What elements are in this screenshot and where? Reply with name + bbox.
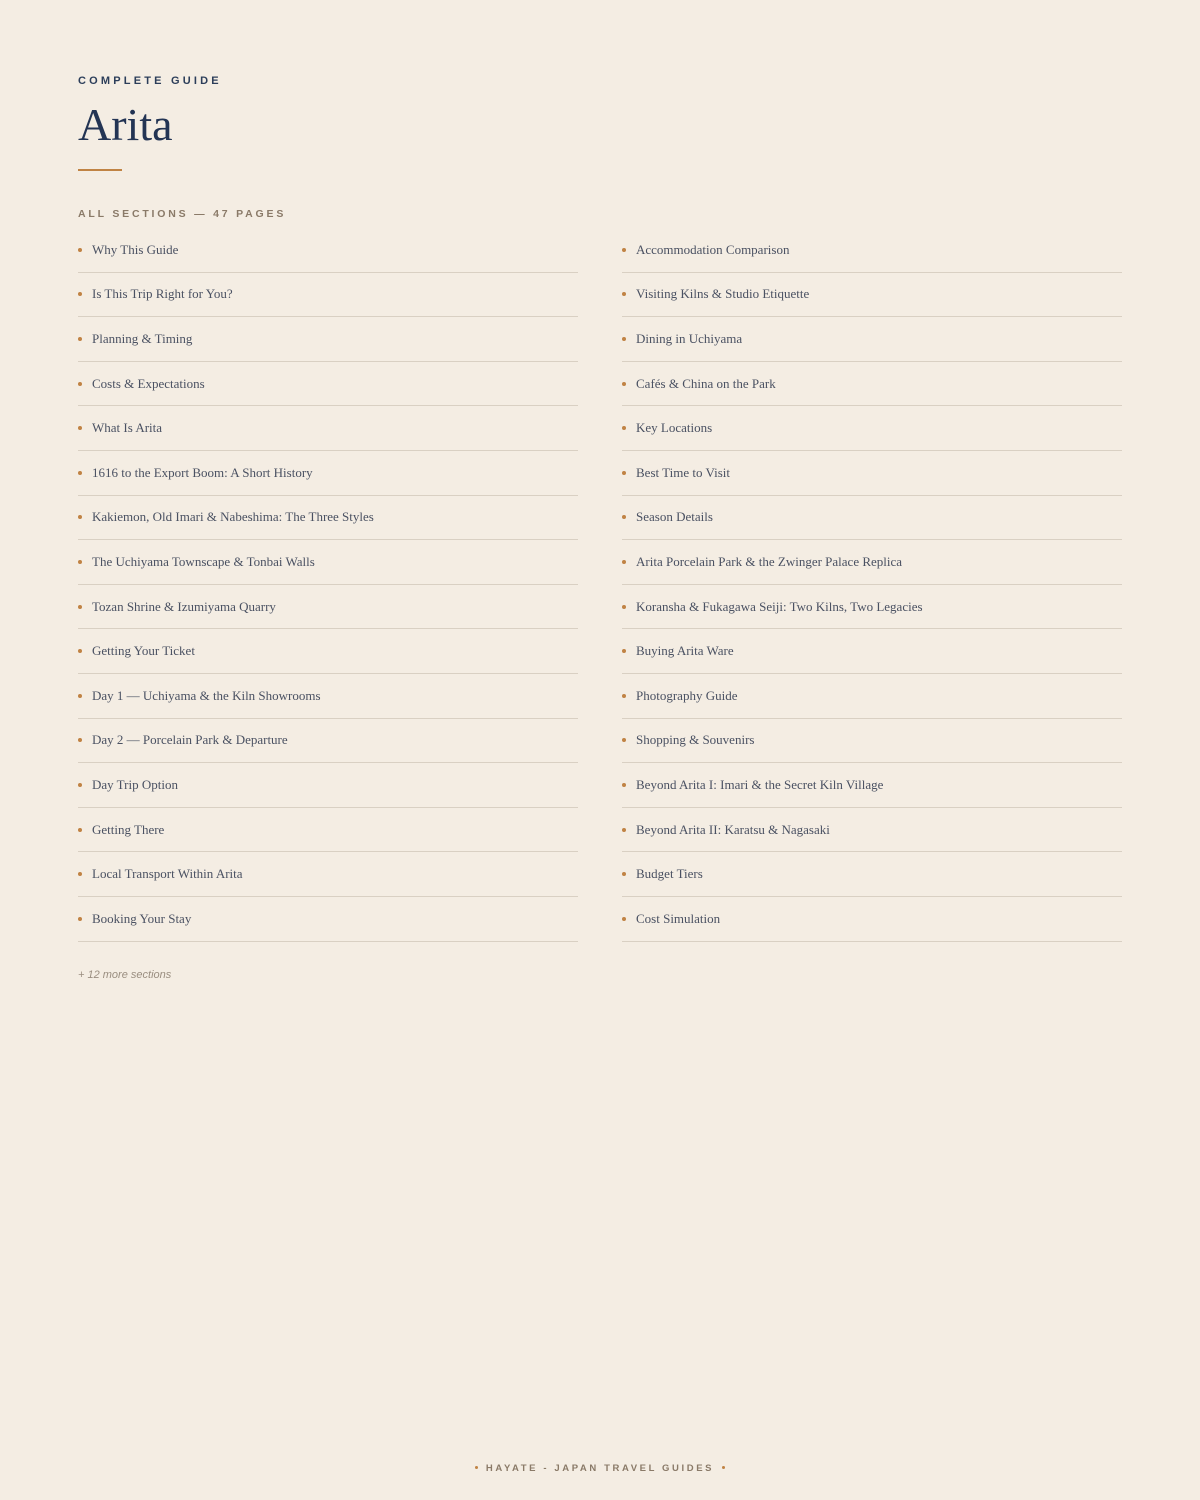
section-item-label: Budget Tiers — [636, 866, 703, 882]
section-item[interactable] — [78, 228, 578, 273]
section-item-label: Buying Arita Ware — [636, 643, 734, 659]
sections-list-left — [78, 228, 578, 942]
section-item[interactable] — [622, 852, 1122, 897]
bullet-dot-icon — [78, 738, 82, 742]
bullet-dot-icon — [622, 872, 626, 876]
bullet-dot-icon — [78, 337, 82, 341]
bullet-dot-icon — [78, 783, 82, 787]
section-item-label: Season Details — [636, 509, 713, 525]
section-item-label: 1616 to the Export Boom: A Short History — [92, 464, 313, 480]
section-item-label: Key Locations — [636, 420, 713, 436]
section-item[interactable] — [622, 763, 1122, 808]
bullet-dot-icon — [78, 471, 82, 475]
section-item-label: Accommodation Comparison — [636, 241, 790, 257]
section-item[interactable] — [78, 763, 578, 808]
section-item[interactable] — [78, 362, 578, 407]
section-item-label: Getting Your Ticket — [92, 643, 195, 659]
section-item[interactable] — [622, 540, 1122, 585]
section-item[interactable] — [622, 451, 1122, 496]
footer-dot-right — [722, 1466, 725, 1469]
footer — [0, 1463, 1200, 1474]
section-item[interactable] — [78, 629, 578, 674]
section-item[interactable] — [622, 273, 1122, 318]
bullet-dot-icon — [622, 828, 626, 832]
bullet-dot-icon — [78, 560, 82, 564]
section-item[interactable] — [78, 273, 578, 318]
bullet-dot-icon — [622, 783, 626, 787]
section-item-label: Beyond Arita I: Imari & the Secret Kiln Village — [636, 776, 884, 792]
section-item-label: Koransha & Fukagawa Seiji: Two Kilns, Two Legacies — [636, 598, 923, 614]
bullet-dot-icon — [78, 292, 82, 296]
more-sections-note: + 12 more sections — [78, 969, 172, 981]
section-item[interactable] — [78, 451, 578, 496]
section-item[interactable] — [622, 585, 1122, 630]
section-item[interactable] — [78, 808, 578, 853]
section-item-label: Kakiemon, Old Imari & Nabeshima: The Three Styles — [92, 509, 374, 525]
section-item[interactable] — [622, 228, 1122, 273]
bullet-dot-icon — [78, 872, 82, 876]
bullet-dot-icon — [78, 515, 82, 519]
bullet-dot-icon — [622, 426, 626, 430]
bullet-dot-icon — [622, 605, 626, 609]
section-item-label: Costs & Expectations — [92, 375, 205, 391]
bullet-dot-icon — [622, 649, 626, 653]
section-item[interactable] — [622, 719, 1122, 764]
bullet-dot-icon — [78, 248, 82, 252]
section-item-label: Is This Trip Right for You? — [92, 286, 233, 302]
bullet-dot-icon — [622, 471, 626, 475]
section-item-label: Cost Simulation — [636, 910, 721, 926]
bullet-dot-icon — [622, 382, 626, 386]
section-item-label: Day 2 — Porcelain Park & Departure — [92, 732, 288, 748]
section-item-label: Why This Guide — [92, 241, 179, 257]
section-item[interactable] — [78, 496, 578, 541]
section-item-label: What Is Arita — [92, 420, 163, 436]
bullet-dot-icon — [78, 426, 82, 430]
section-item[interactable] — [622, 629, 1122, 674]
section-item-label: Day Trip Option — [92, 776, 178, 792]
section-item-label: The Uchiyama Townscape & Tonbai Walls — [92, 553, 315, 569]
section-item[interactable] — [78, 897, 578, 942]
bullet-dot-icon — [78, 382, 82, 386]
section-item[interactable] — [622, 496, 1122, 541]
bullet-dot-icon — [622, 337, 626, 341]
section-item[interactable] — [78, 317, 578, 362]
bullet-dot-icon — [622, 694, 626, 698]
section-item-label: Tozan Shrine & Izumiyama Quarry — [92, 598, 276, 614]
bullet-dot-icon — [622, 560, 626, 564]
section-item[interactable] — [78, 540, 578, 585]
bullet-dot-icon — [622, 738, 626, 742]
section-item[interactable] — [78, 852, 578, 897]
section-item-label: Getting There — [92, 821, 165, 837]
section-item-label: Cafés & China on the Park — [636, 375, 776, 391]
bullet-dot-icon — [78, 917, 82, 921]
section-item-label: Local Transport Within Arita — [92, 866, 243, 882]
section-item[interactable] — [622, 406, 1122, 451]
section-item-label: Arita Porcelain Park & the Zwinger Palace Replica — [636, 553, 903, 569]
section-item-label: Shopping & Souvenirs — [636, 732, 755, 748]
section-item[interactable] — [622, 362, 1122, 407]
bullet-dot-icon — [78, 694, 82, 698]
sections-list-right — [622, 228, 1122, 942]
title-accent-rule — [78, 169, 122, 171]
section-item[interactable] — [622, 897, 1122, 942]
bullet-dot-icon — [622, 917, 626, 921]
section-item-label: Dining in Uchiyama — [636, 330, 743, 346]
guide-eyebrow: COMPLETE GUIDE — [78, 75, 222, 87]
section-item-label: Best Time to Visit — [636, 464, 730, 480]
section-item-label: Beyond Arita II: Karatsu & Nagasaki — [636, 821, 830, 837]
bullet-dot-icon — [78, 828, 82, 832]
section-item-label: Day 1 — Uchiyama & the Kiln Showrooms — [92, 687, 321, 703]
section-item-label: Planning & Timing — [92, 330, 193, 346]
bullet-dot-icon — [622, 292, 626, 296]
section-item-label: Visiting Kilns & Studio Etiquette — [636, 286, 810, 302]
section-item[interactable] — [78, 406, 578, 451]
section-item[interactable] — [622, 674, 1122, 719]
bullet-dot-icon — [622, 248, 626, 252]
section-item[interactable] — [78, 719, 578, 764]
section-item[interactable] — [622, 317, 1122, 362]
page-title: Arita — [78, 99, 173, 150]
footer-dot-left — [475, 1466, 478, 1469]
bullet-dot-icon — [622, 515, 626, 519]
section-item-label: Photography Guide — [636, 687, 738, 703]
section-item[interactable] — [78, 585, 578, 630]
footer-brand: HAYATE - JAPAN TRAVEL GUIDES — [485, 1463, 715, 1474]
section-item-label: Booking Your Stay — [92, 910, 192, 926]
sections-count-label: ALL SECTIONS — 47 PAGES — [78, 208, 287, 220]
section-item[interactable] — [622, 808, 1122, 853]
section-item[interactable] — [78, 674, 578, 719]
bullet-dot-icon — [78, 605, 82, 609]
bullet-dot-icon — [78, 649, 82, 653]
